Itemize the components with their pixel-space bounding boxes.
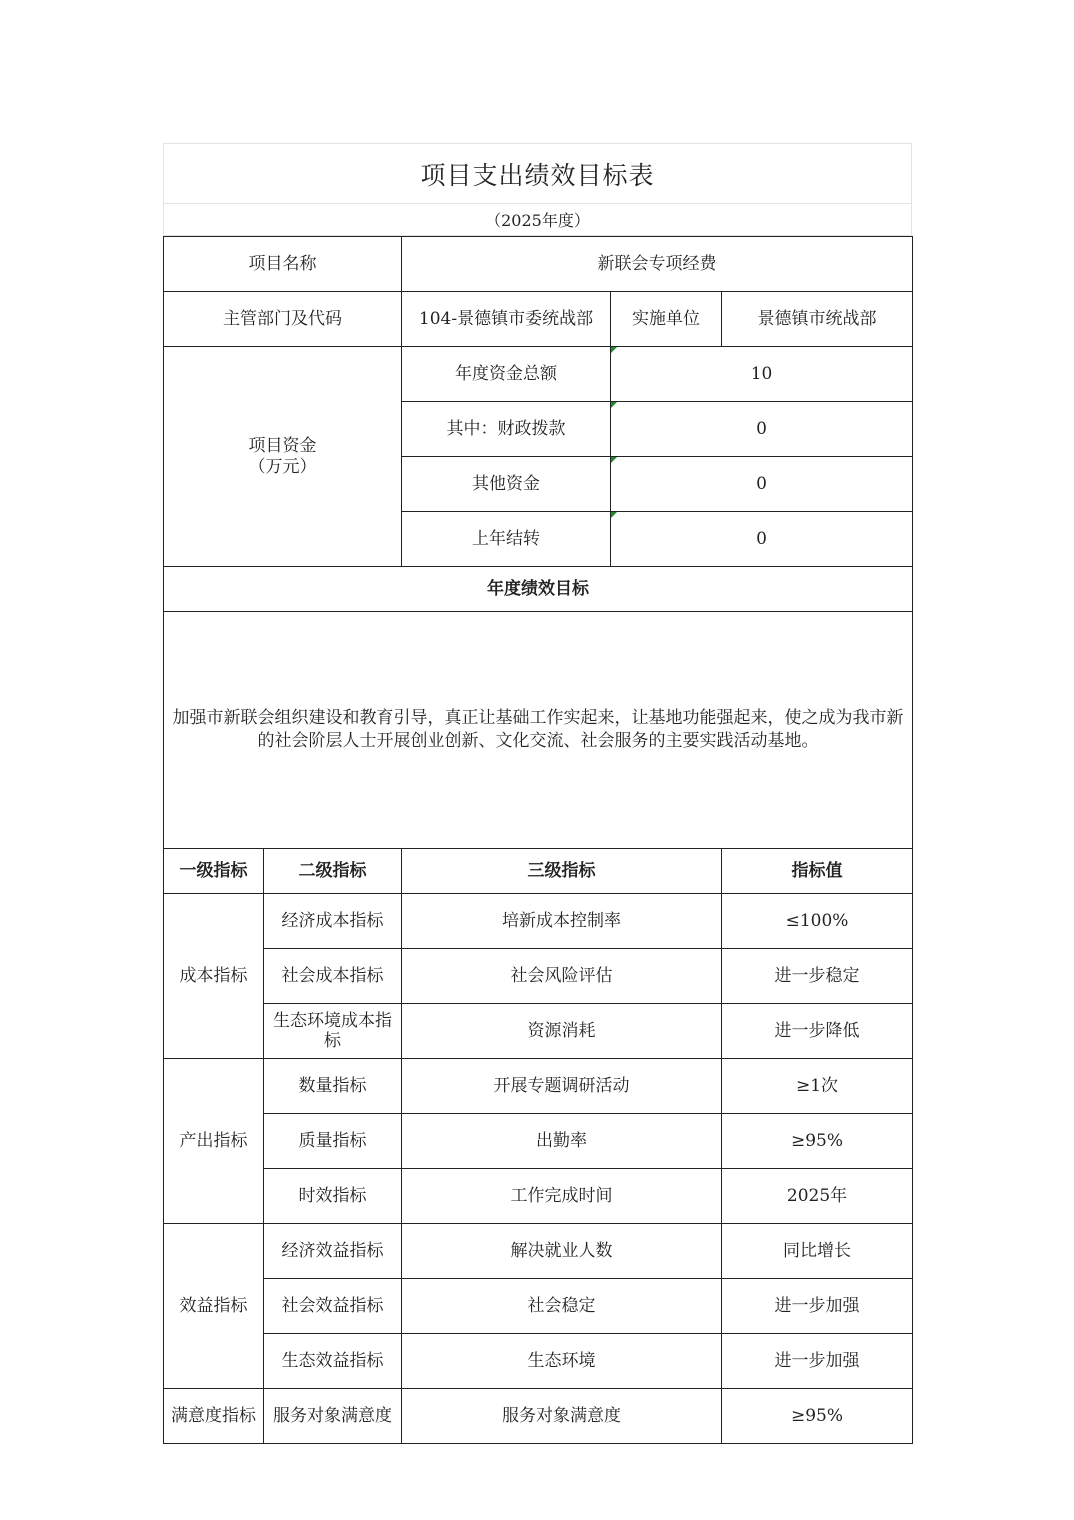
fund-item-value: 0	[611, 512, 913, 567]
year-subtitle: （2025年度）	[163, 203, 912, 236]
value-cell: 进一步加强	[722, 1334, 913, 1389]
header-level3: 三级指标	[402, 849, 722, 894]
level2-cell: 经济效益指标	[264, 1224, 402, 1279]
fund-item-label: 上年结转	[402, 512, 611, 567]
value-cell: 进一步降低	[722, 1004, 913, 1059]
fund-item-value: 10	[611, 347, 913, 402]
fund-item-label: 年度资金总额	[402, 347, 611, 402]
header-level2: 二级指标	[264, 849, 402, 894]
level2-cell: 生态效益指标	[264, 1334, 402, 1389]
table-row	[164, 1224, 913, 1279]
level3-cell: 生态环境	[402, 1334, 722, 1389]
level2-cell: 经济成本指标	[264, 894, 402, 949]
project-name-value: 新联会专项经费	[402, 237, 913, 292]
fund-item-value: 0	[611, 457, 913, 512]
fund-item-label: 其中：财政拨款	[402, 402, 611, 457]
cell-note-marker	[611, 457, 617, 463]
level3-cell: 解决就业人数	[402, 1224, 722, 1279]
value-cell: ≤100%	[722, 894, 913, 949]
goal-header: 年度绩效目标	[164, 567, 913, 612]
value-cell: 同比增长	[722, 1224, 913, 1279]
level2-cell: 服务对象满意度	[264, 1389, 402, 1444]
impl-value: 景德镇市统战部	[722, 292, 913, 347]
table-row	[164, 894, 913, 949]
value-cell: 进一步加强	[722, 1279, 913, 1334]
level3-cell: 服务对象满意度	[402, 1389, 722, 1444]
cell-note-marker	[611, 402, 617, 408]
header-value: 指标值	[722, 849, 913, 894]
level3-cell: 社会稳定	[402, 1279, 722, 1334]
table-row	[164, 292, 913, 347]
table-row	[164, 1004, 913, 1059]
level3-cell: 开展专题调研活动	[402, 1059, 722, 1114]
level1-cell: 满意度指标	[164, 1389, 264, 1444]
table-row	[164, 1279, 913, 1334]
goal-text: 加强市新联会组织建设和教育引导，真正让基础工作实起来，让基地功能强起来，使之成为我市新的社会阶层人士开展创业创新、文化交流、社会服务的主要实践活动基地。	[164, 612, 913, 849]
level2-cell: 数量指标	[264, 1059, 402, 1114]
dept-label: 主管部门及代码	[164, 292, 402, 347]
fund-label-cell	[164, 347, 402, 567]
level1-cell: 产出指标	[164, 1059, 264, 1224]
project-info-table	[163, 236, 913, 1444]
fund-item-label: 其他资金	[402, 457, 611, 512]
level2-cell: 生态环境成本指标	[264, 1004, 402, 1059]
fund-item-value: 0	[611, 402, 913, 457]
project-name-label: 项目名称	[164, 237, 402, 292]
value-cell: ≥95%	[722, 1114, 913, 1169]
performance-target-sheet	[163, 143, 912, 1444]
table-row	[164, 949, 913, 1004]
page-title: 项目支出绩效目标表	[163, 143, 912, 203]
dept-value: 104-景德镇市委统战部	[402, 292, 611, 347]
level3-cell: 出勤率	[402, 1114, 722, 1169]
level1-cell: 成本指标	[164, 894, 264, 1059]
table-row	[164, 347, 913, 402]
fund-unit: （万元）	[248, 456, 317, 477]
level2-cell: 社会效益指标	[264, 1279, 402, 1334]
table-row	[164, 1169, 913, 1224]
level3-cell: 资源消耗	[402, 1004, 722, 1059]
level3-cell: 培新成本控制率	[402, 894, 722, 949]
table-row	[164, 1334, 913, 1389]
level1-cell: 效益指标	[164, 1224, 264, 1389]
level2-cell: 社会成本指标	[264, 949, 402, 1004]
level3-cell: 工作完成时间	[402, 1169, 722, 1224]
table-row	[164, 612, 913, 849]
cell-note-marker	[611, 347, 617, 353]
table-row	[164, 1114, 913, 1169]
level2-cell: 质量指标	[264, 1114, 402, 1169]
level2-cell: 时效指标	[264, 1169, 402, 1224]
table-row	[164, 237, 913, 292]
table-row	[164, 1059, 913, 1114]
value-cell: 进一步稳定	[722, 949, 913, 1004]
value-cell: ≥1次	[722, 1059, 913, 1114]
cell-note-marker	[611, 512, 617, 518]
value-cell: 2025年	[722, 1169, 913, 1224]
header-level1: 一级指标	[164, 849, 264, 894]
value-cell: ≥95%	[722, 1389, 913, 1444]
level3-cell: 社会风险评估	[402, 949, 722, 1004]
table-row	[164, 567, 913, 612]
indicator-header-row	[164, 849, 913, 894]
fund-label: 项目资金	[248, 436, 317, 457]
impl-label: 实施单位	[611, 292, 722, 347]
table-row	[164, 1389, 913, 1444]
